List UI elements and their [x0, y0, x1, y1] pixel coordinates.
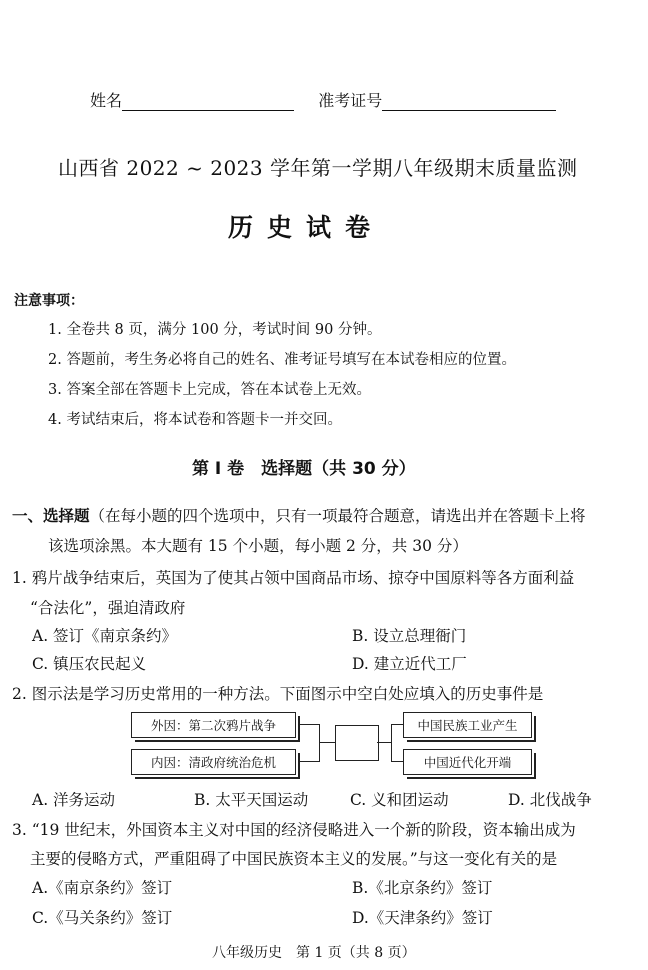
diagram-left-top: 外因：第二次鸦片战争 — [131, 712, 296, 738]
exam-title: 山西省 2022 ~ 2023 学年第一学期八年级期末质量监测 — [58, 156, 578, 180]
candidate-info-row — [90, 88, 556, 111]
connector — [299, 761, 319, 762]
diagram-right-bottom: 中国近代化开端 — [403, 749, 532, 775]
notes-heading: 注意事项： — [14, 293, 84, 309]
question-1-stem-cont: “合法化”，强迫清政府 — [30, 599, 186, 617]
q3-option-b: B.《北京条约》签订 — [352, 879, 493, 897]
q3-option-c: C.《马关条约》签订 — [32, 909, 173, 927]
connector — [319, 724, 320, 762]
connector — [391, 724, 392, 762]
q1-option-b: B. 设立总理衙门 — [352, 627, 467, 645]
question-3-stem: 3. “19 世纪末，外国资本主义对中国的经济侵略进入一个新的阶段，资本输出成为 — [12, 821, 576, 839]
q2-option-d: D. 北伐战争 — [508, 791, 592, 809]
diagram-right-top: 中国民族工业产生 — [403, 712, 532, 738]
note-item: 4. 考试结束后，将本试卷和答题卡一并交回。 — [48, 412, 342, 428]
question-1-stem: 1. 鸦片战争结束后，英国为了使其占领中国商品市场、掠夺中国原料等各方面利益 — [12, 569, 575, 587]
section1-instruction-line2: 该选项涂黑。本大题有 15 个小题，每小题 2 分，共 30 分） — [48, 537, 468, 555]
question-3-stem-cont: 主要的侵略方式，严重阻碍了中国民族资本主义的发展。”与这一变化有关的是 — [30, 850, 558, 868]
q2-option-b: B. 太平天国运动 — [194, 791, 309, 809]
connector — [391, 724, 403, 725]
connector — [377, 742, 391, 743]
note-item: 1. 全卷共 8 页，满分 100 分，考试时间 90 分钟。 — [48, 322, 382, 338]
page-footer: 八年级历史 第 1 页（共 8 页） — [212, 945, 416, 961]
q1-option-d: D. 建立近代工厂 — [352, 655, 467, 673]
blank-box — [335, 725, 379, 761]
note-item: 3. 答案全部在答题卡上完成，答在本试卷上无效。 — [48, 382, 371, 398]
connector — [319, 742, 335, 743]
id-label: 准考证号 — [318, 91, 383, 110]
name-label: 姓名 — [90, 91, 123, 110]
connector — [391, 761, 403, 762]
section1-instruction-line1: （在每小题的四个选项中，只有一项最符合题意，请选出并在答题卡上将 — [89, 507, 586, 525]
q2-option-a: A. 洋务运动 — [32, 791, 116, 809]
q3-option-a: A.《南京条约》签订 — [32, 879, 173, 897]
part1-heading: 第 Ⅰ 卷 选择题（共 30 分） — [192, 459, 416, 479]
q1-option-a: A. 签订《南京条约》 — [32, 627, 178, 645]
subject-title: 历史试卷 — [228, 213, 385, 242]
section1-instruction — [12, 504, 586, 526]
diagram-left-bottom: 内因：清政府统治危机 — [131, 749, 296, 775]
connector — [299, 724, 319, 725]
note-item: 2. 答题前，考生务必将自己的姓名、准考证号填写在本试卷相应的位置。 — [48, 352, 516, 368]
q3-option-d: D.《天津条约》签订 — [352, 909, 493, 927]
question-2-stem: 2. 图示法是学习历史常用的一种方法。下面图示中空白处应填入的历史事件是 — [12, 685, 544, 703]
section1-label: 一、选择题 — [12, 507, 90, 525]
q2-option-c: C. 义和团运动 — [350, 791, 449, 809]
id-fill-line — [382, 92, 556, 111]
name-fill-line — [122, 92, 294, 111]
q1-option-c: C. 镇压农民起义 — [32, 655, 147, 673]
